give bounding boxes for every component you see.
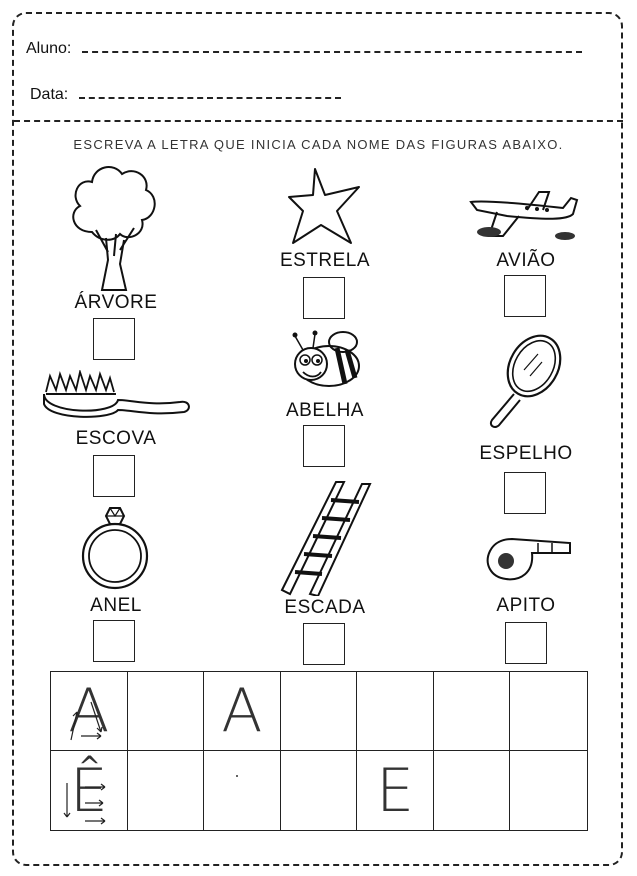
ladder-icon: [280, 478, 376, 596]
letter-model-a: A: [221, 676, 263, 746]
word-anel: ANEL: [90, 595, 142, 616]
word-aviao: AVIÃO: [496, 250, 556, 271]
stray-dot: [236, 775, 238, 777]
mirror-icon: [484, 330, 566, 430]
practice-cell[interactable]: [51, 672, 128, 751]
practice-cell[interactable]: [357, 672, 434, 751]
practice-cell[interactable]: [128, 672, 205, 751]
letter-practice-grid: [50, 671, 588, 831]
airplane-icon: [467, 190, 581, 246]
header-separator: [14, 120, 623, 122]
practice-cell[interactable]: [357, 751, 434, 830]
student-field[interactable]: [26, 40, 582, 58]
ring-icon: [80, 506, 150, 590]
whistle-icon: [482, 533, 576, 585]
practice-cell[interactable]: [51, 751, 128, 830]
practice-cell[interactable]: [204, 751, 281, 830]
practice-cell[interactable]: [204, 672, 281, 751]
stroke-arrows-icon: [67, 696, 111, 746]
practice-cell[interactable]: [128, 751, 205, 830]
word-abelha: ABELHA: [286, 400, 364, 421]
instruction-text: ESCREVA A LETRA QUE INICIA CADA NOME DAS FIGURAS ABAIXO.: [73, 137, 564, 152]
brush-icon: [40, 370, 192, 422]
letter-guide-a: A: [68, 676, 110, 746]
answer-box-anel[interactable]: [93, 620, 135, 662]
student-name-line[interactable]: [82, 51, 582, 53]
answer-box-escada[interactable]: [303, 623, 345, 665]
date-field[interactable]: [30, 86, 341, 104]
word-espelho: ESPELHO: [479, 443, 573, 464]
student-label: Aluno:: [26, 40, 72, 57]
answer-box-abelha[interactable]: [303, 425, 345, 467]
answer-box-espelho[interactable]: [504, 472, 546, 514]
stroke-arrows-icon: [63, 773, 113, 827]
answer-box-aviao[interactable]: [504, 275, 546, 317]
tree-icon: [62, 160, 162, 295]
answer-box-estrela[interactable]: [303, 277, 345, 319]
practice-cell[interactable]: [434, 751, 511, 830]
word-apito: APITO: [496, 595, 556, 616]
word-arvore: ÁRVORE: [74, 292, 158, 313]
practice-cell[interactable]: [510, 672, 587, 751]
practice-cell[interactable]: [281, 672, 358, 751]
practice-cell[interactable]: [434, 672, 511, 751]
date-line[interactable]: [79, 97, 341, 99]
word-escada: ESCADA: [284, 597, 366, 618]
date-label: Data:: [30, 86, 69, 103]
answer-box-escova[interactable]: [93, 455, 135, 497]
letter-model-e: E: [376, 755, 415, 826]
answer-box-arvore[interactable]: [93, 318, 135, 360]
practice-cell[interactable]: [281, 751, 358, 830]
bee-icon: [285, 330, 365, 394]
practice-cell[interactable]: [510, 751, 587, 830]
word-estrela: ESTRELA: [279, 250, 371, 271]
answer-box-apito[interactable]: [505, 622, 547, 664]
star-icon: [287, 165, 363, 247]
word-escova: ESCOVA: [75, 428, 157, 449]
letter-guide-e: Ê: [69, 755, 108, 826]
